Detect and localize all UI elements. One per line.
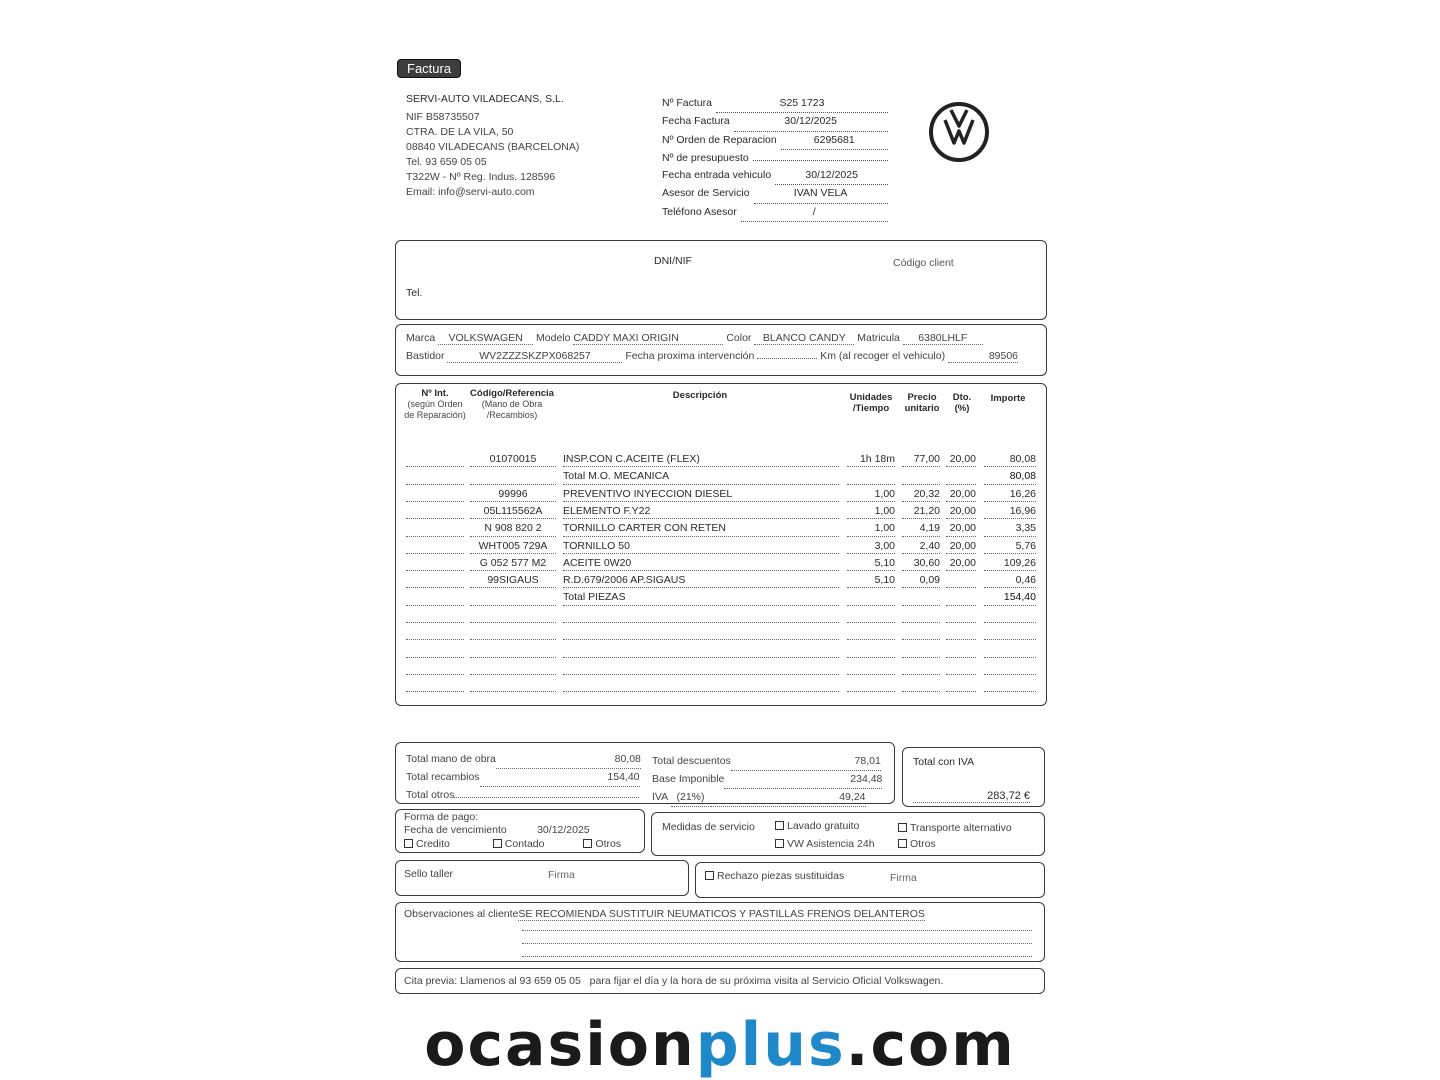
invoice-info-row <box>662 150 888 167</box>
km-label: Km (al recoger el vehiculo) <box>820 350 946 362</box>
table-cell-amount: 3,35 <box>1015 522 1036 535</box>
color-value: BLANCO CANDY <box>754 332 854 345</box>
company-details <box>406 110 579 200</box>
invoice-info-row <box>662 132 888 150</box>
table-cell-amount: 16,26 <box>1009 487 1036 500</box>
observaciones-text: SE RECOMIENDA SUSTITUIR NEUMATICOS Y PASTILLAS FRENOS DELANTEROS <box>518 908 925 920</box>
table-cell-desc: R.D.679/2006 AP.SIGAUS <box>563 574 686 587</box>
tel-label: Tel. <box>406 287 423 299</box>
total-descuentos-value: 78,01 <box>731 753 881 771</box>
vehicle-row-2 <box>406 350 1018 363</box>
table-cell-code: 99SIGAUS <box>487 574 539 587</box>
cita-label: Cita previa: Llamenos al 93 659 05 05 <box>404 975 581 987</box>
firma2-label: Firma <box>890 872 917 884</box>
firma-label: Firma <box>548 869 575 881</box>
matricula-label: Matricula <box>857 332 900 344</box>
invoice-info-value: IVAN VELA <box>754 185 888 203</box>
table-cell-desc: INSP.CON C.ACEITE (FLEX) <box>563 453 700 465</box>
base-imponible-value: 234,48 <box>724 771 882 789</box>
totals-right <box>652 753 882 807</box>
table-cell-code: G 052 577 M2 <box>479 556 547 569</box>
table-cell-units: 1,00 <box>874 522 895 535</box>
total-iva-label: Total con IVA <box>913 756 975 768</box>
total-recambios-label: Total recambios <box>406 771 480 783</box>
document-type-badge: Factura <box>397 59 461 78</box>
table-cell-units: 1h 18m <box>859 453 895 465</box>
total-mano-obra-label: Total mano de obra <box>406 753 496 765</box>
company-line: CTRA. DE LA VILA, 50 <box>406 126 514 138</box>
base-imponible-label: Base Imponible <box>652 773 725 785</box>
company-line: Email: info@servi-auto.com <box>406 186 535 198</box>
table-cell-price: 20,32 <box>913 487 940 500</box>
iva-value: 49,24 <box>711 789 866 807</box>
dni-label: DNI/NIF <box>654 255 692 267</box>
observaciones-label: Observaciones al cliente <box>404 908 519 920</box>
cita-text: para fijar el día y la hora de su próxima visita al Servicio Oficial Volkswagen. <box>589 975 944 987</box>
watermark-part-ocasion: ocasion <box>424 1010 696 1080</box>
table-cell-dto: 20,00 <box>949 487 976 500</box>
invoice-info-label: Teléfono Asesor <box>662 205 737 218</box>
table-cell-dto: 20,00 <box>949 539 976 552</box>
table-cell-amount: 109,26 <box>1003 556 1036 569</box>
modelo-value: CADDY MAXI ORIGIN <box>573 332 723 345</box>
company-line: T322W - Nº Reg. Indus. 128596 <box>406 171 556 183</box>
table-cell-dto: 20,00 <box>949 522 976 535</box>
total-iva-value: 283,72 € <box>913 790 1030 803</box>
fecha-vencimiento-value: 30/12/2025 <box>537 824 590 836</box>
table-cell-desc: ELEMENTO F.Y22 <box>563 504 651 517</box>
table-cell-code: 99996 <box>498 487 528 500</box>
km-value: 89506 <box>948 350 1018 363</box>
invoice-info-value <box>753 160 888 161</box>
invoice-info-row <box>662 95 888 113</box>
invoice-info-row <box>662 113 888 131</box>
invoice-info-label: Nº de presupuesto <box>662 151 749 164</box>
service-otros-checkbox[interactable]: Otros <box>898 838 936 850</box>
table-cell-code: WHT005 729A <box>478 539 548 552</box>
asistencia-checkbox[interactable]: VW Asistencia 24h <box>775 838 875 850</box>
company-name: SERVI-AUTO VILADECANS, S.L. <box>406 93 564 105</box>
invoice-info-label: Nº Factura <box>662 97 712 109</box>
table-cell-amount: 80,08 <box>1009 453 1036 465</box>
cita-row <box>404 975 943 987</box>
table-cell-price: 0,09 <box>919 574 940 587</box>
company-line: Tel. 93 659 05 05 <box>406 156 487 168</box>
service-label: Medidas de servicio <box>662 821 755 833</box>
table-cell-dto: 20,00 <box>949 453 976 465</box>
invoice-info-row <box>662 204 888 222</box>
table-cell-price: 77,00 <box>913 453 940 465</box>
col-header-desc: Descripción <box>672 390 728 401</box>
credito-checkbox[interactable]: Credito <box>404 838 450 850</box>
total-descuentos-label: Total descuentos <box>652 755 731 767</box>
total-mano-obra-value: 80,08 <box>496 751 641 769</box>
col-header-units: Unidades /Tiempo <box>849 392 893 414</box>
sello-label: Sello taller <box>404 868 454 880</box>
invoice-info-value: 30/12/2025 <box>734 113 888 131</box>
fecha-proxima-label: Fecha proxima intervención <box>625 350 755 362</box>
table-cell-units: 1,00 <box>874 487 895 500</box>
observaciones-row <box>404 908 925 920</box>
total-recambios-value: 154,40 <box>480 769 640 787</box>
modelo-label: Modelo <box>536 332 571 344</box>
fecha-vencimiento-row <box>404 824 590 836</box>
invoice-info-label: Fecha Factura <box>662 115 730 128</box>
fecha-vencimiento-label: Fecha de vencimiento <box>404 824 507 836</box>
watermark-part-com: .com <box>845 1010 1016 1080</box>
color-label: Color <box>726 332 752 344</box>
col-header-dto: Dto. (%) <box>952 392 972 414</box>
table-cell-amount: 5,76 <box>1015 539 1036 552</box>
table-cell-units: 5,10 <box>874 574 895 587</box>
invoice-info <box>662 95 888 222</box>
marca-label: Marca <box>406 332 436 344</box>
table-cell-desc: PREVENTIVO INYECCION DIESEL <box>563 487 733 500</box>
table-cell-price: 21,20 <box>913 504 940 517</box>
col-header-code: Código/Referencia (Mano de Obra /Recambios) <box>470 388 554 420</box>
transporte-checkbox[interactable]: Transporte alternativo <box>898 822 1012 834</box>
col-header-price: Precio unitario <box>904 392 940 414</box>
table-cell-units: 5,10 <box>874 556 895 569</box>
iva-label: IVA <box>652 791 668 803</box>
invoice-info-label: Fecha entrada vehiculo <box>662 169 772 182</box>
invoice-info-value: 6295681 <box>781 132 888 150</box>
otros-checkbox[interactable]: Otros <box>583 838 621 850</box>
total-otros-value <box>454 797 639 798</box>
table-cell-desc: Total M.O. MECANICA <box>563 470 670 483</box>
invoice-info-value: 30/12/2025 <box>775 167 888 185</box>
col-header-amount: Importe <box>990 393 1026 404</box>
client-code-label: Código client <box>893 257 954 269</box>
volkswagen-logo-icon <box>928 101 990 163</box>
matricula-value: 6380LHLF <box>903 332 983 345</box>
table-cell-amount: 16,96 <box>1009 504 1036 517</box>
company-line: 08840 VILADECANS (BARCELONA) <box>406 141 580 153</box>
total-otros-label: Total otros <box>406 789 455 801</box>
bastidor-value: WV2ZZZSKZPX068257 <box>447 350 622 363</box>
table-cell-amount: 0,46 <box>1015 574 1036 587</box>
invoice-info-label: Asesor de Servicio <box>662 187 750 200</box>
company-line: NIF B58735507 <box>406 111 480 123</box>
invoice-info-value: S25 1723 <box>716 95 888 113</box>
client-box <box>395 240 1047 320</box>
table-cell-desc: Total PIEZAS <box>563 591 626 604</box>
table-cell-units: 1,00 <box>874 504 895 517</box>
payment-options <box>404 838 621 850</box>
iva-pct: (21%) <box>671 789 711 807</box>
invoice-info-label: Nº Orden de Reparacion <box>662 133 777 146</box>
table-cell-amount: 80,08 <box>1009 470 1036 483</box>
table-cell-code: 05L115562A <box>483 504 543 517</box>
table-cell-units: 3,00 <box>874 539 895 552</box>
table-cell-dto: 20,00 <box>949 504 976 517</box>
table-cell-price: 30,60 <box>913 556 940 569</box>
invoice-info-row <box>662 167 888 185</box>
invoice-info-value: / <box>741 204 888 222</box>
table-cell-code: N 908 820 2 <box>484 522 542 535</box>
bastidor-label: Bastidor <box>406 350 445 362</box>
totals-left <box>406 751 641 804</box>
table-cell-code: 01070015 <box>489 453 537 465</box>
forma-pago-label: Forma de pago: <box>404 811 479 823</box>
table-cell-dto: 20,00 <box>949 556 976 569</box>
contado-checkbox[interactable]: Contado <box>493 838 545 850</box>
table-cell-price: 4,19 <box>919 522 940 535</box>
invoice-info-row <box>662 185 888 203</box>
vehicle-row-1 <box>406 332 983 345</box>
rechazo-checkbox[interactable]: Rechazo piezas sustituidas <box>705 870 844 882</box>
table-cell-price: 2,40 <box>919 539 940 552</box>
table-cell-amount: 154,40 <box>1003 591 1036 604</box>
table-cell-desc: TORNILLO 50 <box>563 539 630 552</box>
lavado-checkbox[interactable]: Lavado gratuito <box>775 820 859 832</box>
marca-value: VOLKSWAGEN <box>438 332 533 345</box>
table-cell-desc: ACEITE 0W20 <box>563 556 632 569</box>
ocasionplus-watermark <box>0 1010 1440 1080</box>
table-cell-desc: TORNILLO CARTER CON RETEN <box>563 522 726 535</box>
col-header-num: Nº Int. (según Orden de Reparación) <box>404 388 466 420</box>
watermark-part-plus: plus <box>695 1010 846 1080</box>
